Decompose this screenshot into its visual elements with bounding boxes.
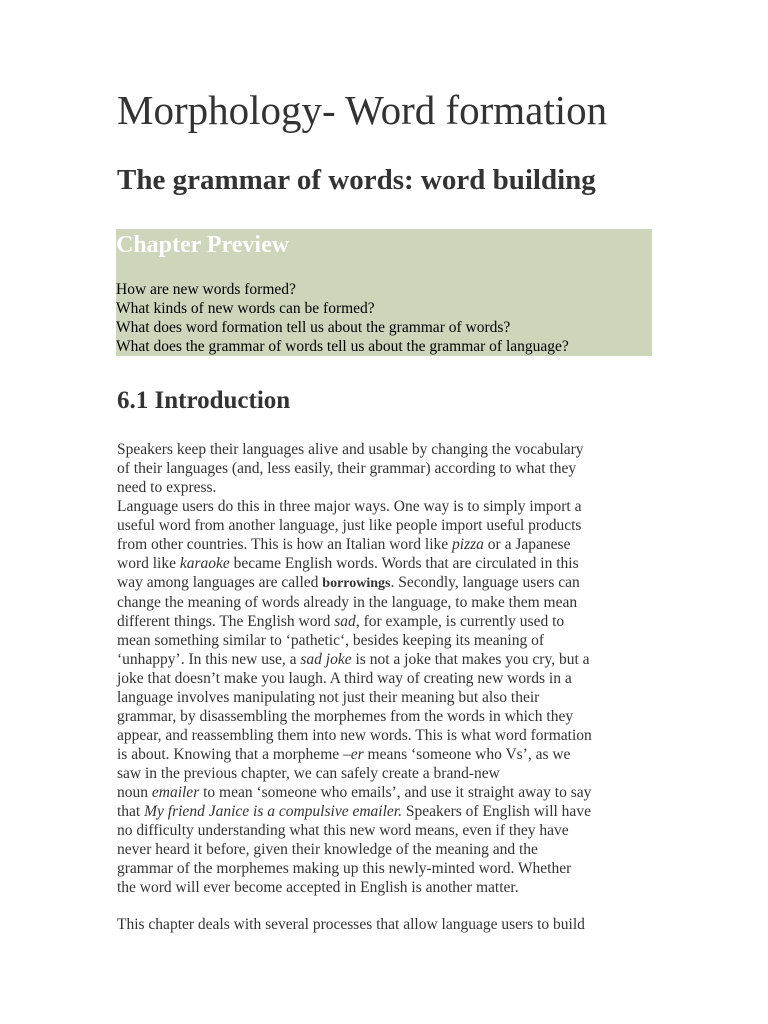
text-line	[117, 554, 657, 573]
section-body	[117, 440, 657, 934]
text-line: mean something similar to ‘pathetic‘, besides keeping its meaning of	[117, 632, 545, 649]
text-line: appear, and reassembling them into new words. This is what word formation	[117, 727, 592, 744]
example-word-karaoke: karaoke	[179, 555, 230, 572]
text-line: of their languages (and, less easily, their grammar) according to what they	[117, 460, 577, 477]
preview-question: What kinds of new words can be formed?	[116, 300, 375, 317]
text-line: never heard it before, given their knowledge of the meaning and the	[117, 841, 538, 858]
text-line: This chapter deals with several processes that allow language users to build	[117, 916, 585, 933]
example-phrase-sad-joke: sad joke	[300, 651, 352, 668]
text-line: need to express.	[117, 479, 217, 496]
paragraph-2	[117, 497, 657, 897]
morpheme-er: –er	[343, 746, 364, 763]
text-run: is not a joke that makes you cry, but a	[351, 651, 590, 668]
preview-question: What does the grammar of words tell us about the grammar of language?	[116, 338, 569, 355]
example-word-emailer: emailer	[151, 784, 200, 801]
text-line: Language users do this in three major ways. One way is to simply import a	[117, 498, 582, 515]
chapter-preview-questions	[116, 280, 569, 356]
chapter-preview-heading: Chapter Preview	[116, 232, 290, 258]
text-run: to mean ‘someone who emails’, and use it straight away to say	[199, 784, 592, 801]
text-line	[117, 612, 657, 631]
example-sentence: My friend Janice is a compulsive emailer.	[144, 803, 402, 820]
text-run: or a Japanese	[483, 536, 571, 553]
text-run: . Secondly, language users can	[390, 574, 580, 591]
preview-question: How are new words formed?	[116, 281, 296, 298]
text-run: , for example, is currently used to	[355, 613, 565, 630]
document-subtitle: The grammar of words: word building	[117, 164, 596, 196]
text-line: joke that doesn’t make you laugh. A third way of creating new words in a	[117, 670, 572, 687]
text-line: Speakers keep their languages alive and usable by changing the vocabulary	[117, 441, 584, 458]
text-line: the word will ever become accepted in English is another matter.	[117, 879, 519, 896]
text-line: no difficulty understanding what this new word means, even if they have	[117, 822, 569, 839]
paragraph-1	[117, 440, 657, 497]
text-run: ‘unhappy’. In this new use, a	[117, 651, 301, 668]
text-run: different things. The English word	[117, 613, 335, 630]
text-line	[117, 745, 657, 764]
section-heading: 6.1 Introduction	[117, 387, 291, 414]
text-line: grammar of the morphemes making up this newly-minted word. Whether	[117, 860, 572, 877]
text-line	[117, 802, 657, 821]
example-word-sad: sad	[334, 613, 356, 630]
text-line	[117, 573, 657, 593]
paragraph-gap	[117, 897, 657, 915]
text-run: from other countries. This is how an Italian word like	[117, 536, 453, 553]
term-borrowings: borrowings	[322, 576, 391, 591]
document-title: Morphology- Word formation	[117, 87, 608, 133]
text-line: useful word from another language, just like people import useful products	[117, 517, 582, 534]
text-line: language involves manipulating not just their meaning but also their	[117, 689, 540, 706]
text-run: is about. Knowing that a morpheme	[117, 746, 343, 763]
text-line: change the meaning of words already in the language, to make them mean	[117, 594, 578, 611]
preview-question: What does word formation tell us about the grammar of words?	[116, 319, 511, 336]
text-line	[117, 650, 657, 669]
text-line: saw in the previous chapter, we can safely create a brand-new	[117, 765, 500, 782]
text-run: became English words. Words that are circulated in this	[229, 555, 579, 572]
text-run: Speakers of English will have	[401, 803, 591, 820]
text-line: grammar, by disassembling the morphemes from the words in which they	[117, 708, 574, 725]
paragraph-3	[117, 915, 657, 934]
text-run: noun	[117, 784, 152, 801]
text-line	[117, 783, 657, 802]
text-run: that	[117, 803, 145, 820]
text-run: word like	[117, 555, 180, 572]
chapter-preview-box	[116, 229, 652, 356]
example-word-pizza: pizza	[452, 536, 484, 553]
text-line	[117, 535, 657, 554]
text-run: way among languages are called	[117, 574, 323, 591]
text-run: means ‘someone who Vs’, as we	[363, 746, 571, 763]
